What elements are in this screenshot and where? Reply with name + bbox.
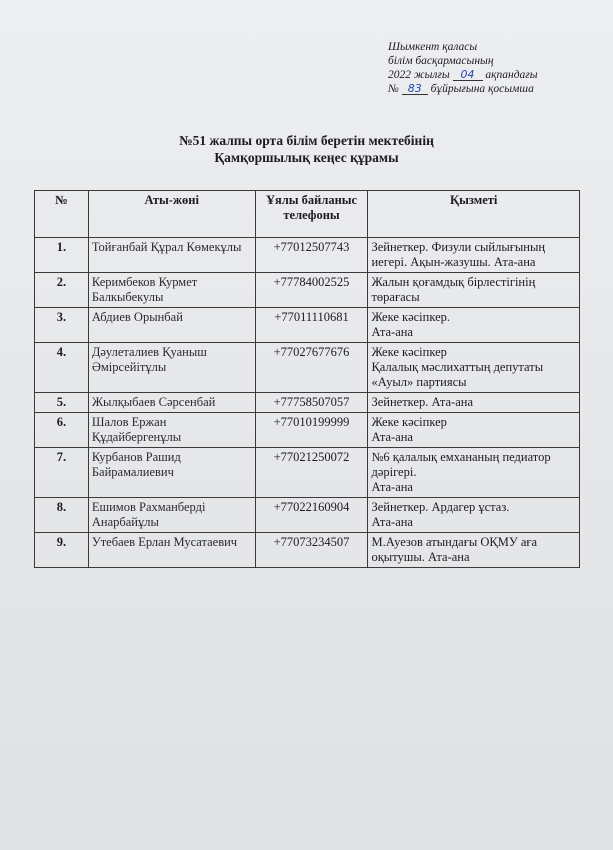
table-row bbox=[35, 238, 580, 273]
header-month: ақпандағы bbox=[485, 69, 538, 81]
member-name: Тойғанбай Құрал Көмекұлы bbox=[88, 238, 255, 273]
column-header-name: Аты-жөні bbox=[88, 191, 255, 238]
member-position: М.Ауезов атындағы ОҚМУ аға оқытушы. Ата-ана bbox=[368, 533, 580, 568]
member-phone: +77027677676 bbox=[255, 343, 368, 393]
handwritten-day: 04 bbox=[453, 69, 483, 81]
header-city: Шымкент қаласы bbox=[388, 41, 478, 53]
row-number: 8. bbox=[35, 498, 89, 533]
row-number: 4. bbox=[35, 343, 89, 393]
member-phone: +77758507057 bbox=[255, 393, 368, 413]
member-position: Жеке кәсіпкер. Ата-ана bbox=[368, 308, 580, 343]
title-line-1: №51 жалпы орта білім беретін мектебінің bbox=[179, 133, 434, 148]
header-department: білім басқармасының bbox=[388, 55, 494, 67]
header-no-sign: № bbox=[388, 83, 399, 95]
row-number: 1. bbox=[35, 238, 89, 273]
title-line-2: Қамқоршылық кеңес құрамы bbox=[214, 150, 399, 165]
member-phone: +77021250072 bbox=[255, 448, 368, 498]
member-position: Зейнеткер. Ардагер ұстаз. Ата-ана bbox=[368, 498, 580, 533]
member-name: Шалов Ержан Құдайбергенұлы bbox=[88, 413, 255, 448]
column-header-position: Қызметі bbox=[368, 191, 580, 238]
member-name: Абдиев Орынбай bbox=[88, 308, 255, 343]
row-number: 5. bbox=[35, 393, 89, 413]
row-number: 9. bbox=[35, 533, 89, 568]
member-name: Утебаев Ерлан Мусатаевич bbox=[88, 533, 255, 568]
member-name: Жылқыбаев Сәрсенбай bbox=[88, 393, 255, 413]
member-phone: +77011110681 bbox=[255, 308, 368, 343]
member-position: №6 қалалық емхананың педиатор дәрігері. Ата-ана bbox=[368, 448, 580, 498]
member-phone: +77010199999 bbox=[255, 413, 368, 448]
member-phone: +77784002525 bbox=[255, 273, 368, 308]
header-order-text: бұйрығына қосымша bbox=[430, 83, 534, 95]
table-row bbox=[35, 498, 580, 533]
member-phone: +77012507743 bbox=[255, 238, 368, 273]
table-row bbox=[35, 533, 580, 568]
member-phone: +77073234507 bbox=[255, 533, 368, 568]
table-row bbox=[35, 343, 580, 393]
row-number: 2. bbox=[35, 273, 89, 308]
row-number: 6. bbox=[35, 413, 89, 448]
member-position: Жеке кәсіпкер Қалалық мәслихаттың депутаты «Ауыл» партиясы bbox=[368, 343, 580, 393]
member-position: Зейнеткер. Ата-ана bbox=[368, 393, 580, 413]
header-date-line bbox=[388, 68, 608, 82]
member-position: Жалын қоғамдық бірлестігінің төрағасы bbox=[368, 273, 580, 308]
table-row bbox=[35, 273, 580, 308]
member-phone: +77022160904 bbox=[255, 498, 368, 533]
row-number: 3. bbox=[35, 308, 89, 343]
header-year: 2022 жылғы bbox=[388, 69, 450, 81]
board-members-table bbox=[34, 190, 580, 568]
member-position: Жеке кәсіпкер Ата-ана bbox=[368, 413, 580, 448]
document-title bbox=[0, 132, 613, 166]
member-name: Курбанов Рашид Байрамалиевич bbox=[88, 448, 255, 498]
table-row bbox=[35, 308, 580, 343]
handwritten-order-number: 83 bbox=[402, 83, 428, 95]
member-name: Дәулеталиев Қуаныш Әмірсейітұлы bbox=[88, 343, 255, 393]
member-name: Ешимов Рахманберді Анарбайұлы bbox=[88, 498, 255, 533]
table-row bbox=[35, 393, 580, 413]
column-header-phone: Ұялы байланыс телефоны bbox=[255, 191, 368, 238]
column-header-number: № bbox=[35, 191, 89, 238]
table-row bbox=[35, 448, 580, 498]
order-attachment-header bbox=[388, 40, 608, 96]
table-row bbox=[35, 413, 580, 448]
member-name: Керимбеков Курмет Балкыбекулы bbox=[88, 273, 255, 308]
table-header-row bbox=[35, 191, 580, 238]
row-number: 7. bbox=[35, 448, 89, 498]
member-position: Зейнеткер. Физули сыйлығының иегері. Ақын-жазушы. Ата-ана bbox=[368, 238, 580, 273]
header-order-line bbox=[388, 82, 608, 96]
